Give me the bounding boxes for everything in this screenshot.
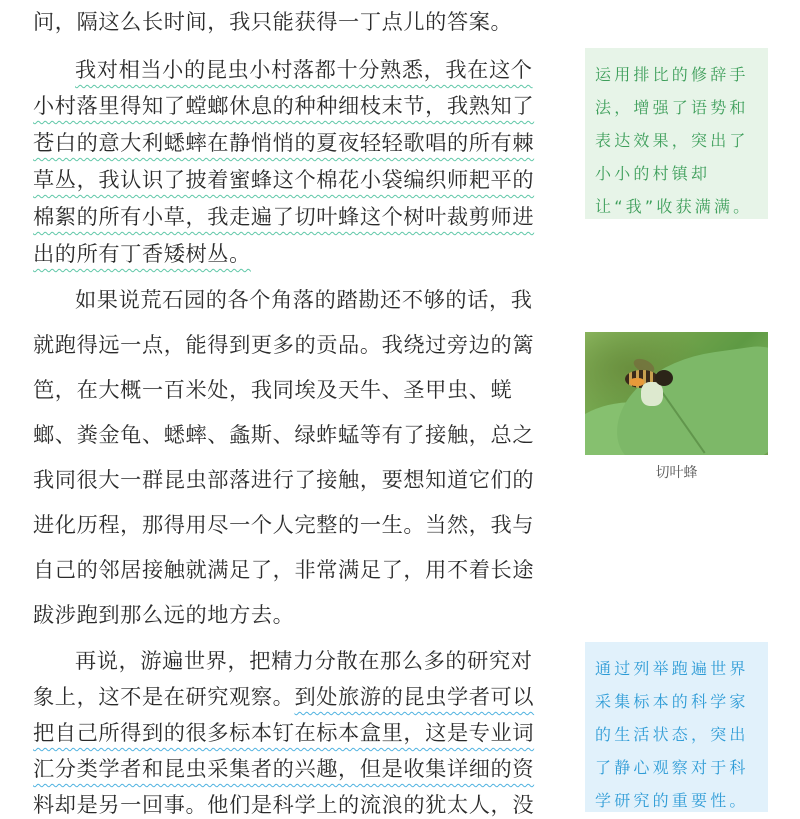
text-line: 螂、粪金龟、蟋蟀、螽斯、绿蚱蜢等有了接触，总之 [33, 422, 535, 447]
text-line: 象上，这不是在研究观察。到处旅游的昆虫学者可以 [33, 684, 535, 709]
text-line: 我同很大一群昆虫部落进行了接触，要想知道它们的 [33, 467, 535, 492]
text-line: 问，隔这么长时间，我只能获得一丁点儿的答案。 [33, 9, 513, 34]
text-line: 把自己所得到的很多标本钉在标本盒里，这是专业词 [33, 720, 535, 745]
text-line: 就跑得远一点，能得到更多的贡品。我绕过旁边的篱 [33, 332, 535, 357]
text-line: 再说，游遍世界，把精力分散在那么多的研究对 [75, 648, 533, 673]
text-line: 苍白的意大利蟋蟀在静悄悄的夏夜轻轻歌唱的所有棘 [33, 130, 535, 155]
text-line: 草丛，我认识了披着蜜蜂这个棉花小袋编织师耙平的 [33, 167, 535, 192]
text-line: 出的所有丁香矮树丛。 [33, 241, 251, 266]
text-line: 棉絮的所有小草，我走遍了切叶蜂这个树叶裁剪师进 [33, 204, 535, 229]
text-line: 进化历程，那得用尽一个人完整的一生。当然，我与 [33, 512, 535, 537]
text-line: 我对相当小的昆虫小村落都十分熟悉，我在这个 [75, 57, 533, 82]
text-line: 汇分类学者和昆虫采集者的兴趣，但是收集详细的资 [33, 756, 535, 781]
annotation-note-observation [585, 642, 768, 812]
text-line: 跋涉跑到那么远的地方去。 [33, 602, 295, 627]
text-line: 如果说荒石园的各个角落的踏勘还不够的话，我 [75, 287, 533, 312]
annotation-text: 通过列举跑遍世界采集标本的科学家的生活状态，突出了静心观察对于科学研究的重要性。 [595, 659, 749, 810]
text-line: 笆，在大概一百米处，我同埃及天牛、圣甲虫、蜣 [33, 377, 513, 402]
text-line: 小村落里得知了螳螂休息的种种细枝末节，我熟知了 [33, 93, 535, 118]
annotation-text: 运用排比的修辞手法，增强了语势和表达效果，突出了小小的村镇却让“我”收获满满。 [595, 65, 753, 216]
text-line: 自己的邻居接触就满足了，非常满足了，用不着长途 [33, 557, 535, 582]
annotation-note-rhetoric [585, 48, 768, 219]
photo-caption: 切叶蜂 [655, 465, 698, 481]
leafcutter-bee-photo [585, 332, 768, 455]
text-line: 料却是另一回事。他们是科学上的流浪的犹太人，没 [33, 792, 535, 817]
